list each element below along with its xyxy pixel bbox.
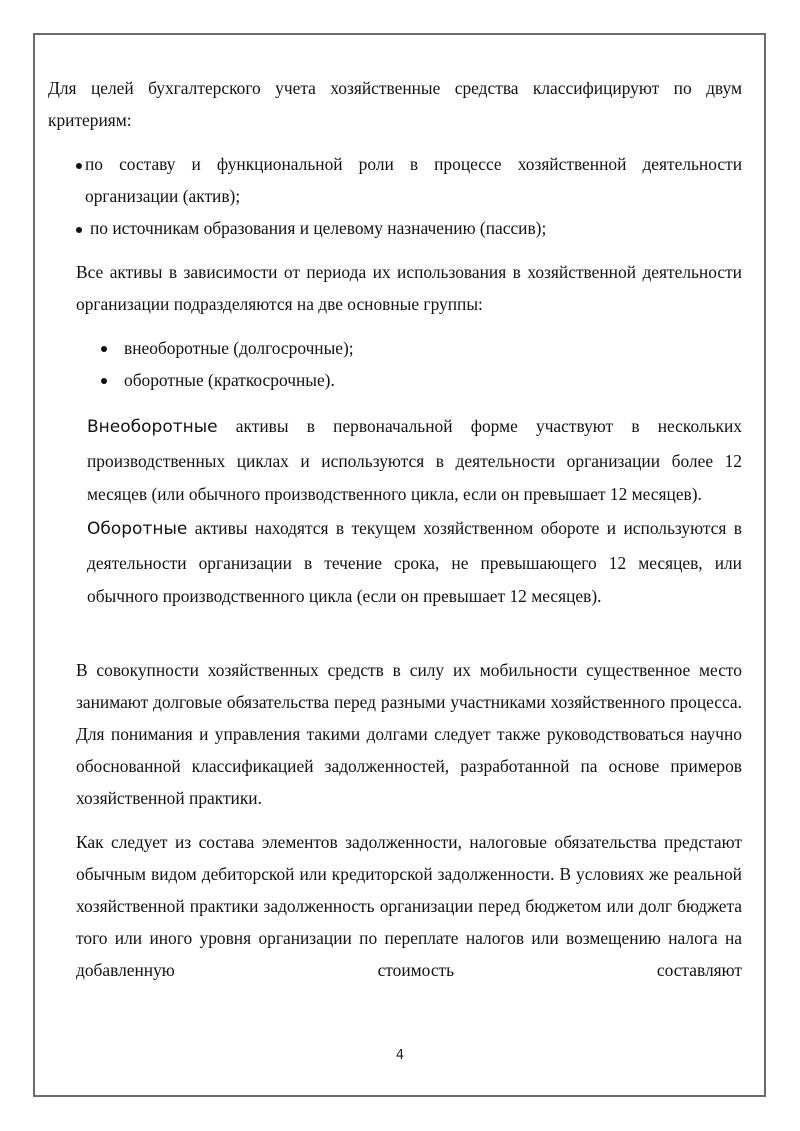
- current-paragraph: [87, 512, 742, 614]
- noncurrent-term: Внеоборотные: [87, 417, 218, 437]
- tax-paragraph: Как следует из состава элементов задолженности, налоговые обязательства предстают обычным видом дебиторской или кредиторской задолженности. В условиях же реальной хозяйственной практики задолженность организации перед бюджетом или долг бюджета того или иного уровня организации по переплате налогов или возмещению налога на добавленную стоимость составляют: [76, 832, 742, 980]
- page-number: 4: [395, 1048, 405, 1063]
- noncurrent-text: активы в первоначальной форме участвуют в нескольких производственных циклах и используются в деятельности организации более 12 месяцев (или обычного производственного цикла, если он превышает 12 месяцев).: [87, 416, 742, 504]
- current-term: Оборотные: [87, 519, 188, 539]
- noncurrent-paragraph: [87, 410, 742, 512]
- bullet-icon: [76, 163, 82, 169]
- intro-paragraph: Для целей бухгалтерского учета хозяйственные средства классифицируют по двум критериям:: [48, 78, 742, 130]
- asset-group-item-1-text: внеоборотные (долгосрочные);: [124, 338, 354, 358]
- criteria-item-1: [76, 148, 742, 212]
- debt-paragraph: В совокупности хозяйственных средств в силу их мобильности существенное место занимают долговые обязательства перед разными участниками хозяйственного процесса. Для понимания и управления такими долгами следует также руководствоваться научно обоснованной классификацией задолженностей, разработанной па основе примеров хозяйственной практики.: [76, 660, 742, 808]
- criteria-item-1-text: по составу и функциональной роли в процессе хозяйственной деятельности организации (актив);: [85, 154, 742, 206]
- bullet-icon: [101, 378, 107, 384]
- current-text: активы находятся в текущем хозяйственном обороте и используются в деятельности организации в течение срока, не превышающего 12 месяцев, или обычного производственного цикла (если он превышает 12 месяцев).: [87, 518, 742, 606]
- criteria-item-2-text: по источникам образования и целевому назначению (пассив);: [90, 218, 547, 238]
- assets-intro-paragraph: Все активы в зависимости от периода их использования в хозяйственной деятельности организации подразделяются на две основные группы:: [76, 262, 742, 314]
- asset-group-item-2-text: оборотные (краткосрочные).: [124, 370, 335, 390]
- bullet-icon: [76, 227, 82, 233]
- bullet-icon: [101, 346, 107, 352]
